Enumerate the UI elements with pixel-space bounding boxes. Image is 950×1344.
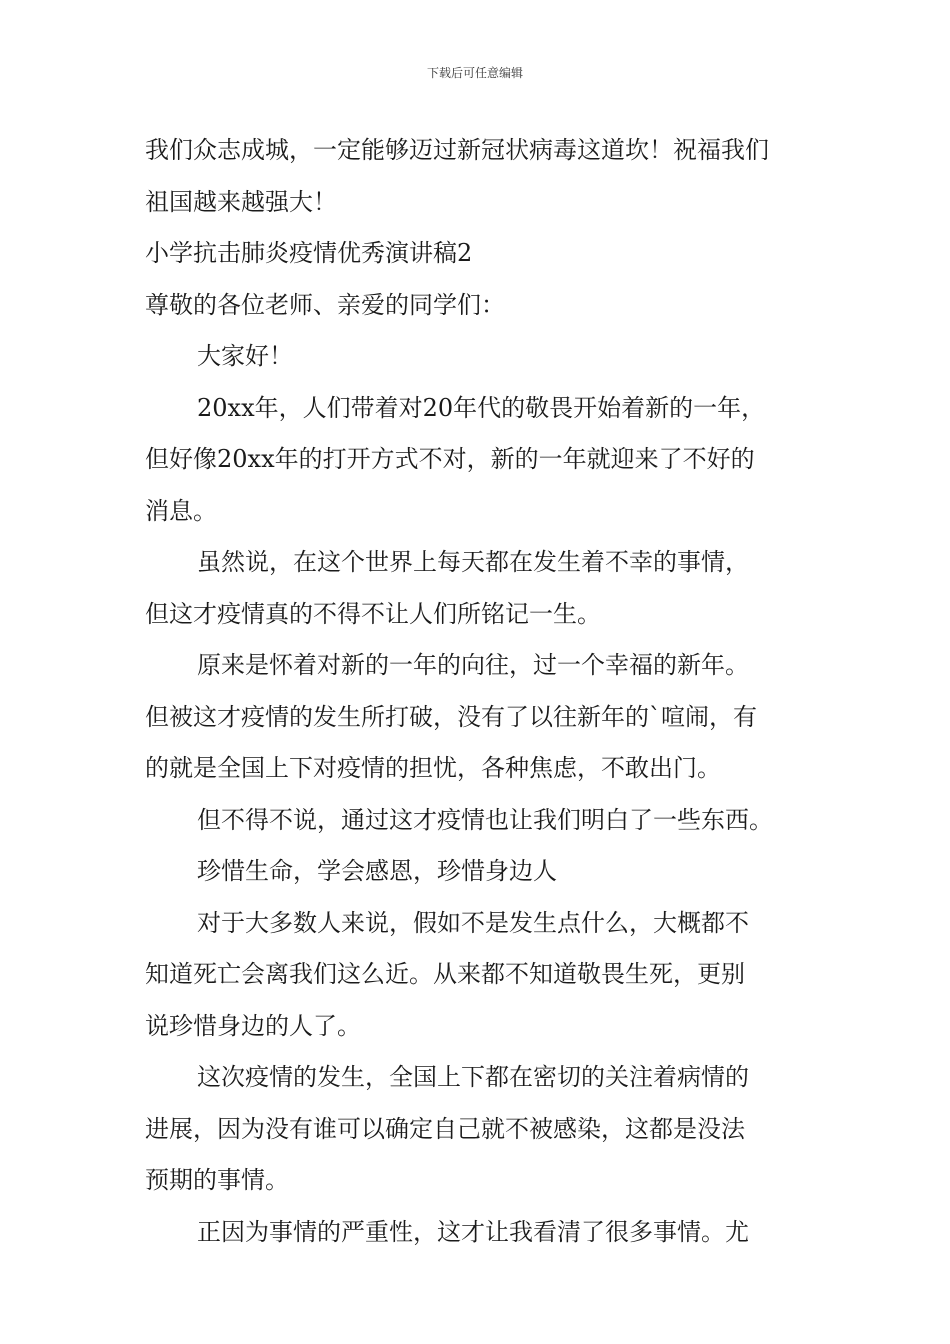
paragraph-line: 但这才疫情真的不得不让人们所铭记一生。 <box>145 599 601 628</box>
salutation: 尊敬的各位老师、亲爱的同学们： <box>145 290 505 319</box>
paragraph-line: 虽然说，在这个世界上每天都在发生着不幸的事情， <box>197 548 749 576</box>
paragraph-line: 的就是全国上下对疫情的担忧，各种焦虑，不敢出门。 <box>145 754 721 782</box>
paragraph-line: 祖国越来越强大！ <box>145 187 337 216</box>
subheading: 珍惜生命，学会感恩，珍惜身边人 <box>197 857 557 885</box>
paragraph-line: 但好像20xx年的打开方式不对，新的一年就迎来了不好的 <box>145 445 755 473</box>
greeting: 大家好！ <box>197 342 293 370</box>
paragraph-line: 我们众志成城，一定能够迈过新冠状病毒这道坎！祝福我们 <box>145 136 769 164</box>
paragraph-line: 但不得不说，通过这才疫情也让我们明白了一些东西。 <box>197 805 773 834</box>
paragraph-line: 原来是怀着对新的一年的向往，过一个幸福的新年。 <box>197 651 749 679</box>
paragraph-line: 正因为事情的严重性，这才让我看清了很多事情。尤 <box>197 1217 749 1246</box>
paragraph-line: 消息。 <box>145 496 217 525</box>
document-body <box>145 125 807 1258</box>
paragraph-line: 预期的事情。 <box>145 1166 289 1194</box>
paragraph-line: 对于大多数人来说，假如不是发生点什么，大概都不 <box>197 908 749 937</box>
paragraph-line: 20xx年，人们带着对20年代的敬畏开始着新的一年， <box>197 393 766 422</box>
paragraph-line: 但被这才疫情的发生所打破，没有了以往新年的`喧闹，有 <box>145 702 757 731</box>
paragraph-line: 知道死亡会离我们这么近。从来都不知道敬畏生死，更别 <box>145 960 745 988</box>
section-title: 小学抗击肺炎疫情优秀演讲稿2 <box>145 239 473 267</box>
page-header-note: 下载后可任意编辑 <box>426 66 523 80</box>
paragraph-line: 说珍惜身边的人了。 <box>145 1011 361 1040</box>
paragraph-line: 进展，因为没有谁可以确定自己就不被感染，这都是没法 <box>145 1114 745 1143</box>
paragraph-line: 这次疫情的发生，全国上下都在密切的关注着病情的 <box>197 1063 749 1091</box>
